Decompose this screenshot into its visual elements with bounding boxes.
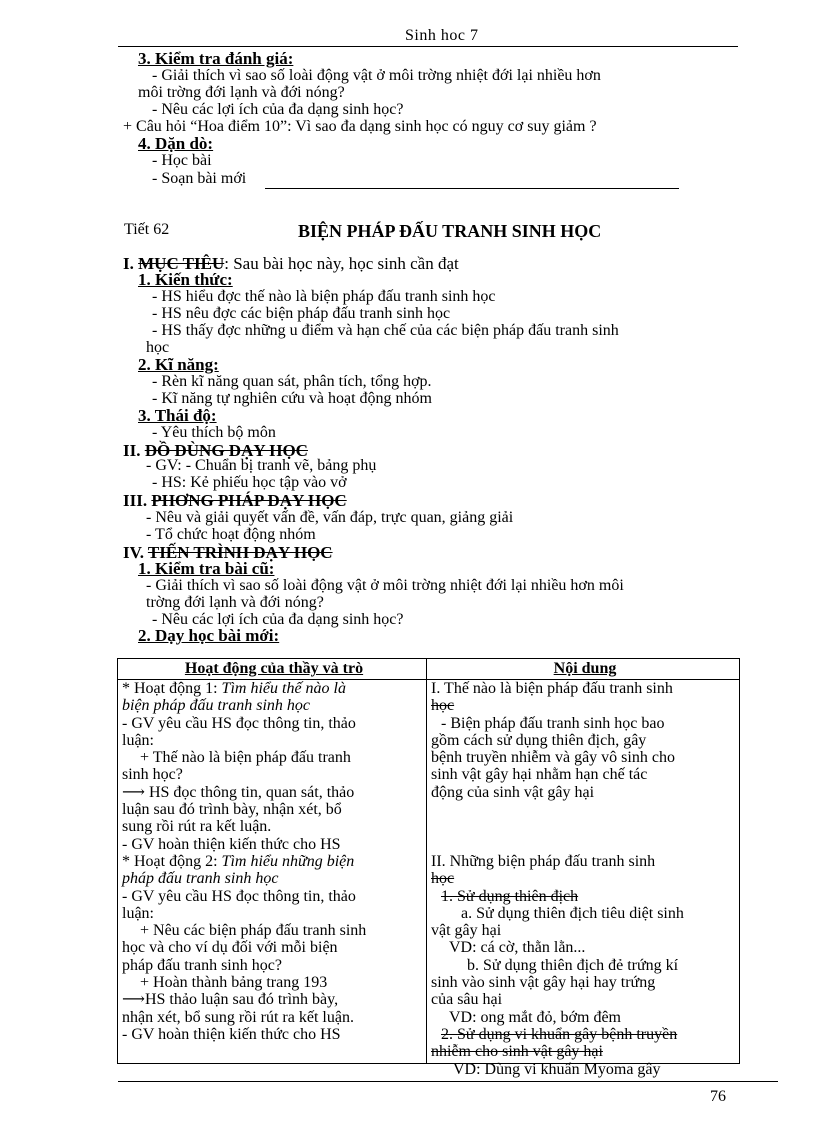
paragraph-line: - HS nêu đợc các biện pháp đấu tranh sinh học (152, 305, 451, 322)
footer-rule (118, 1081, 778, 1082)
table-line: pháp đấu tranh sinh học? (122, 956, 282, 974)
subsection-heading: 1. Kiến thức: (138, 270, 233, 289)
paragraph-line: - HS thấy đợc những u điểm và hạn chế của các biện pháp đấu tranh sinh (152, 322, 619, 339)
table-line: b. Sử dụng thiên địch đẻ trứng kí (467, 956, 679, 974)
paragraph-line: môi trờng đới lạnh và đới nóng? (138, 84, 345, 101)
activities-cell (118, 680, 427, 1064)
table-line: - GV yêu cầu HS đọc thông tin, thảo (122, 714, 356, 732)
paragraph-line: - Nêu các lợi ích của đa dạng sinh học? (152, 101, 404, 118)
paragraph-line: - Giải thích vì sao số loài động vật ở môi trờng nhiệt đới lại nhiều hơn (152, 67, 601, 84)
section-heading: III. PHƠNG PHÁP DẠY HỌC (123, 491, 347, 510)
page-number: 76 (710, 1088, 726, 1105)
section-heading: 4. Dặn dò: (138, 134, 214, 153)
table-line: + Thế nào là biện pháp đấu tranh (140, 749, 351, 767)
table-line: * Hoạt động 2: Tìm hiểu những biện (122, 852, 355, 870)
page-title: BIỆN PHÁP ĐẤU TRANH SINH HỌC (298, 221, 602, 241)
table-line: - GV yêu cầu HS đọc thông tin, thảo (122, 887, 356, 905)
lesson-table (117, 658, 740, 1078)
table-line: I. Thế nào là biện pháp đấu tranh sinh (431, 680, 673, 697)
table-line: * Hoạt động 1: Tìm hiểu thế nào là (122, 680, 346, 697)
table-line: gồm cách sử dụng thiên địch, gây (431, 731, 647, 749)
table-header-activities: Hoạt động của thầy và trò (118, 659, 427, 680)
paragraph-line: - Học bài (152, 152, 212, 169)
lesson-number: Tiết 62 (124, 221, 170, 238)
table-line: học (431, 870, 455, 888)
arrow-right-icon: ⟶ (122, 991, 145, 1009)
table-line: 2. Sử dụng vi khuẩn gây bệnh truyền (441, 1025, 678, 1043)
content-cell (427, 680, 740, 1078)
table-line: sinh học? (122, 766, 183, 784)
paragraph-line: - Nêu và giải quyết vấn đề, vấn đáp, trực quan, giảng giải (146, 509, 514, 526)
paragraph-line: trờng đới lạnh và đới nóng? (146, 594, 324, 611)
table-line: a. Sử dụng thiên địch tiêu diệt sinh (461, 904, 684, 922)
table-line: VD: ong mắt đỏ, bớm đêm (449, 1008, 621, 1026)
section-heading: 3. Kiểm tra đánh giá: (138, 49, 294, 68)
table-line: + Hoàn thành bảng trang 193 (140, 974, 328, 992)
paragraph-line: - Giải thích vì sao số loài động vật ở môi trờng nhiệt đới lại nhiều hơn môi (146, 577, 624, 594)
table-line: luận: (122, 904, 154, 922)
paragraph-line: - Nêu các lợi ích của đa dạng sinh học? (152, 611, 404, 628)
table-line: ⟶HS thảo luận sau đó trình bày, (122, 991, 339, 1009)
table-line: sung rồi rút ra kết luận. (122, 818, 272, 836)
paragraph-line: - Kĩ năng tự nghiên cứu và hoạt động nhóm (152, 390, 432, 407)
table-line: luận sau đó trình bày, nhận xét, bổ (122, 801, 342, 819)
table-header-content: Nội dung (427, 659, 740, 680)
paragraph-line: - HS: Kẻ phiếu học tập vào vở (152, 474, 347, 491)
table-line: vật gây hại (431, 922, 502, 940)
table-line: biện pháp đấu tranh sinh học (122, 697, 310, 715)
table-line: nhiễm cho sinh vật gây hại (431, 1043, 603, 1061)
subsection-heading: 2. Dạy học bài mới: (138, 626, 280, 645)
paragraph-line: học (146, 339, 170, 356)
table-line: - GV hoàn thiện kiến thức cho HS (122, 1025, 341, 1043)
table-line: II. Những biện pháp đấu tranh sinh (431, 852, 656, 870)
table-line: VD: Dùng vi khuẩn Myoma gây (453, 1060, 661, 1078)
paragraph-line: + Câu hỏi “Hoa điểm 10”: Vì sao đa dạng sinh học có nguy cơ suy giảm ? (123, 118, 597, 135)
end-rule (265, 188, 679, 189)
paragraph-line: - HS hiểu đợc thế nào là biện pháp đấu tranh sinh học (152, 288, 496, 305)
table-line: ⟶ HS đọc thông tin, quan sát, thảo (122, 783, 355, 801)
table-line: bệnh truyền nhiễm và gây vô sinh cho (431, 749, 675, 767)
header-rule (118, 46, 738, 47)
table-line: pháp đấu tranh sinh học (122, 870, 279, 888)
table-line: luận: (122, 731, 154, 749)
table-line: sinh vào sinh vật gây hại hay trứng (431, 974, 656, 992)
subsection-heading: 2. Kĩ năng: (138, 355, 219, 374)
section-heading: I. MỤC TIÊU: Sau bài học này, học sinh cần đạt (123, 254, 459, 273)
running-header: Sinh hoc 7 (405, 27, 479, 44)
table-line: của sâu hại (431, 991, 503, 1009)
table-line: sinh vật gây hại nhằm hạn chế tác (431, 766, 648, 784)
table-line: học và cho ví dụ đối với mỗi biện (122, 939, 338, 957)
table-line: 1. Sử dụng thiên địch (441, 887, 579, 905)
table-line: - GV hoàn thiện kiến thức cho HS (122, 835, 341, 853)
table-line: VD: cá cờ, thằn lằn... (449, 939, 586, 957)
paragraph-line: - Yêu thích bộ môn (152, 424, 276, 441)
section-heading: II. ĐỒ DÙNG DẠY HỌC (123, 441, 308, 460)
table-line: học (431, 697, 455, 715)
paragraph-line: - GV: - Chuẩn bị tranh vẽ, bảng phụ (146, 457, 377, 474)
paragraph-line: - Soạn bài mới (152, 170, 247, 187)
section-heading: IV. TIẾN TRÌNH DẠY HỌC (123, 543, 333, 562)
table-line: động của sinh vật gây hại (431, 783, 595, 801)
table-line: nhận xét, bổ sung rồi rút ra kết luận. (122, 1008, 354, 1026)
paragraph-line: - Rèn kĩ năng quan sát, phân tích, tổng hợp. (152, 373, 432, 390)
subsection-heading: 3. Thái độ: (138, 406, 217, 425)
paragraph-line: - Tổ chức hoạt động nhóm (146, 526, 316, 543)
subsection-heading: 1. Kiểm tra bài cũ: (138, 559, 275, 578)
arrow-right-icon: ⟶ (122, 783, 149, 801)
table-line: - Biện pháp đấu tranh sinh học bao (441, 714, 665, 732)
table-line: + Nêu các biện pháp đấu tranh sinh (140, 922, 367, 940)
